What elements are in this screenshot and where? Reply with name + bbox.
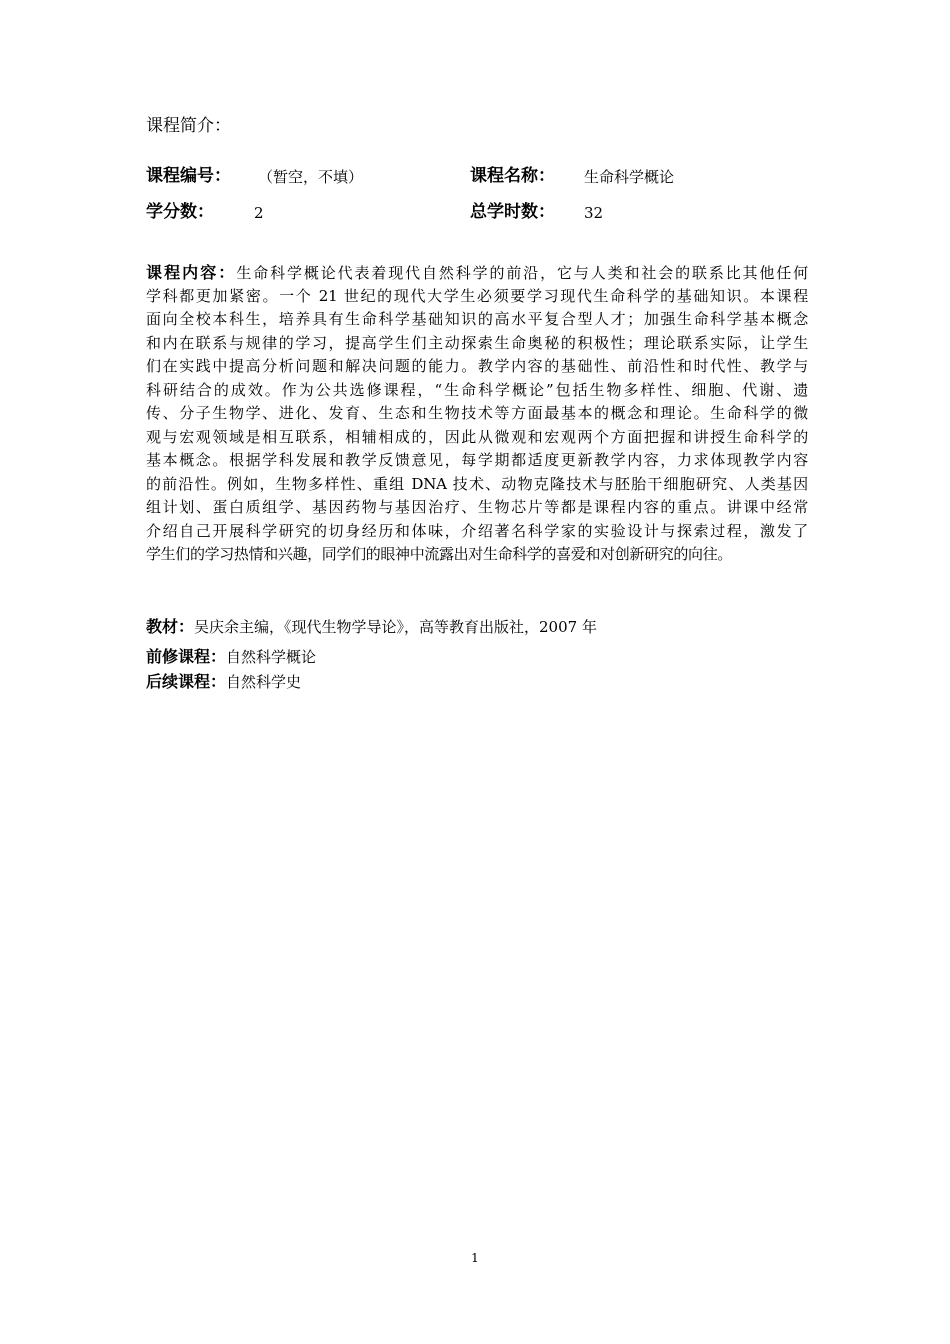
course-info-row-1 [146,163,826,189]
content-line: 组计划、蛋白质组学、基因药物与基因治疗、生物芯片等都是课程内容的重点。讲课中经常 [146,498,808,516]
content-line: 观与宏观领域是相互联系，相辅相成的，因此从微观和宏观两个方面把握和讲授生命科学的 [146,427,808,446]
followup-label: 后续课程： [146,672,227,691]
prerequisite-line [146,645,316,669]
textbook-line [146,615,597,639]
page-number: 1 [471,1251,479,1265]
followup-line [146,670,301,694]
content-line: 基本概念。根据学科发展和教学反馈意见，每学期都适度更新教学内容，力求体现教学内容 [146,451,808,469]
course-info-row-2 [146,199,826,225]
course-code-label: 课程编号： [146,166,231,186]
section-heading: 课程简介： [146,116,231,136]
content-line: 科研结合的成效。作为公共选修课程，“生命科学概论”包括生物多样性、细胞、代谢、遗 [146,380,808,399]
content-line: 的前沿性。例如，生物多样性、重组 DNA 技术、动物克隆技术与胚胎干细胞研究、人类基因 [146,474,808,493]
content-line: 面向全校本科生，培养具有生命科学基础知识的高水平复合型人才；加强生命科学基本概念 [146,310,808,328]
prerequisite-label: 前修课程： [146,647,227,666]
course-name-label: 课程名称： [470,166,555,186]
total-hours-label: 总学时数： [470,202,555,222]
prerequisite-value: 自然科学概论 [226,648,317,666]
credits-label: 学分数： [146,202,214,222]
content-line: 介绍自己开展科学研究的切身经历和体味，介绍著名科学家的实验设计与探索过程，激发了 [146,521,808,540]
textbook-value: 吴庆余主编，《现代生物学导论》，高等教育出版社，2007 年 [194,618,597,636]
total-hours-value: 32 [584,204,604,222]
course-content-block [146,261,808,567]
credits-value: 2 [254,204,264,222]
course-code-value: （暂空，不填） [258,168,364,186]
content-line: 学科都更加紧密。一个 21 世纪的现代大学生必须要学习现代生命科学的基础知识。本课程 [146,286,808,305]
content-line [146,261,808,285]
content-line-text: 生命科学概论代表着现代自然科学的前沿，它与人类和社会的联系比其他任何 [236,264,808,282]
content-line: 们在实践中提高分析问题和解决问题的能力。教学内容的基础性、前沿性和时代性、教学与 [146,357,808,375]
followup-value: 自然科学史 [226,673,302,691]
course-content-label: 课程内容： [146,263,237,282]
content-line: 和内在联系与规律的学习，提高学生们主动探索生命奥秘的积极性；理论联系实际，让学生 [146,333,808,352]
textbook-label: 教材： [146,617,195,636]
course-name-value: 生命科学概论 [584,168,675,186]
content-line: 学生们的学习热情和兴趣，同学们的眼神中流露出对生命科学的喜爱和对创新研究的向往。 [146,545,733,563]
content-line: 传、分子生物学、进化、发育、生态和生物技术等方面最基本的概念和理论。生命科学的微 [146,404,808,422]
